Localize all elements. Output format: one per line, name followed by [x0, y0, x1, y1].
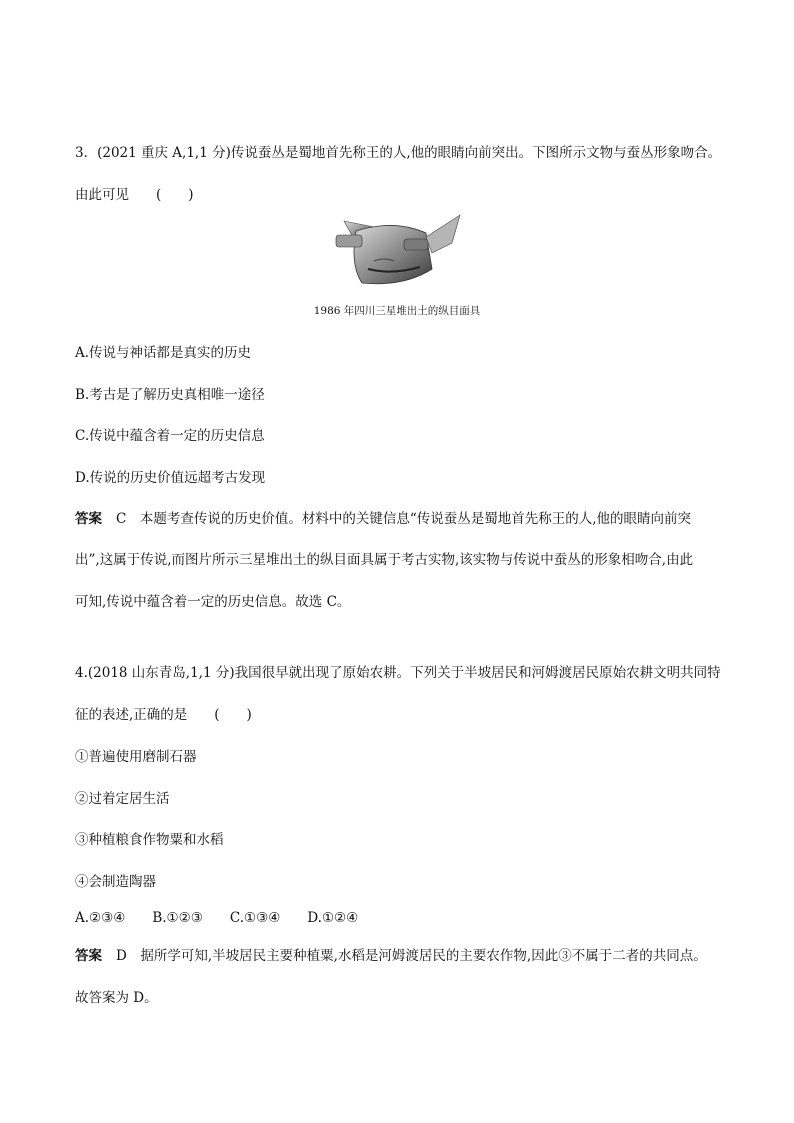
q4-item-2: ②过着定居生活 [75, 791, 170, 807]
q4-stem-line1: 4.(2018 山东青岛,1,1 分)我国很早就出现了原始农耕。下列关于半坡居民和河姆渡居民原始农耕文明共同特 [75, 665, 721, 681]
q3-answer-line2: 出”,这属于传说,而图片所示三星堆出土的纵目面具属于考古实物,该实物与传说中蚕丛的形象相吻合,由此 [75, 552, 694, 568]
q4-answer-line2: 故答案为 D。 [75, 990, 158, 1006]
figure-caption: 1986 年四川三星堆出土的纵目面具 [313, 305, 481, 317]
answer-label: 答案 [75, 511, 102, 527]
answer-text: D 据所学可知,半坡居民主要种植粟,水稻是河姆渡居民的主要农作物,因此③不属于二者的共同点。 [116, 948, 707, 964]
q4-item-1: ①普遍使用磨制石器 [75, 749, 197, 765]
q3-stem-line1: 3．(2021 重庆 A,1,1 分)传说蚕丛是蜀地首先称王的人,他的眼睛向前突出。下图所示文物与蚕丛形象吻合。 [75, 145, 722, 161]
q3-option-d: D.传说的历史价值远超考古发现 [75, 470, 266, 486]
q3-stem-line2: 由此可见 ( ) [75, 187, 194, 203]
q3-answer-line3: 可知,传说中蕴含着一定的历史信息。故选 C。 [75, 594, 351, 610]
q4-options: A.②③④ B.①②③ C.①③④ D.①②④ [75, 910, 359, 926]
q4-item-3: ③种植粮食作物粟和水稻 [75, 832, 224, 848]
q4-item-4: ④会制造陶器 [75, 874, 156, 890]
q4-stem-line2: 征的表述,正确的是 ( ) [75, 707, 252, 723]
bronze-mask-image [334, 209, 462, 295]
answer-text: C 本题考查传说的历史价值。材料中的关键信息“传说蚕丛是蜀地首先称王的人,他的眼睛向前突 [116, 511, 692, 527]
answer-label: 答案 [75, 948, 102, 964]
q3-option-c: C.传说中蕴含着一定的历史信息 [75, 428, 265, 444]
q3-option-a: A.传说与神话都是真实的历史 [75, 345, 252, 361]
q4-answer-line1 [75, 944, 707, 964]
q3-answer-line1 [75, 507, 691, 527]
q3-option-b: B.考古是了解历史真相唯一途径 [75, 387, 265, 403]
